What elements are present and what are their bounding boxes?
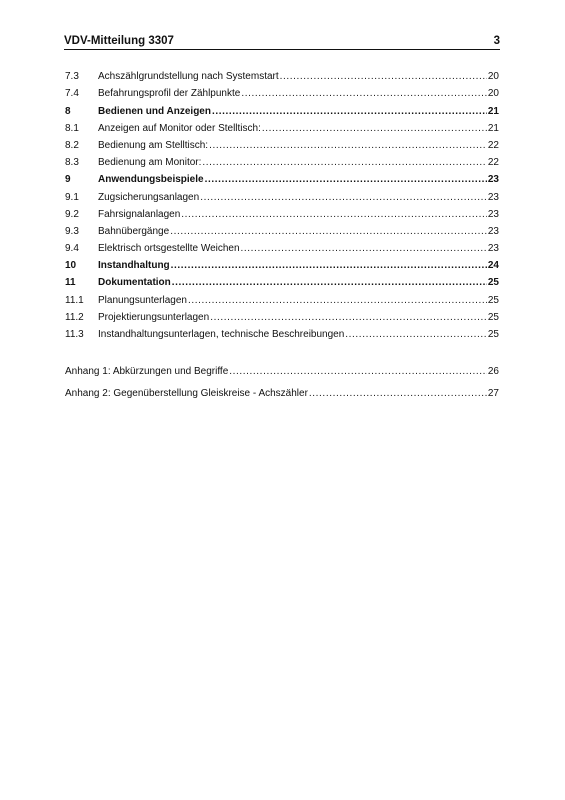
toc-entry[interactable] xyxy=(65,186,499,203)
toc-entry-number: 9.1 xyxy=(65,191,79,203)
dot-leader xyxy=(172,277,487,289)
toc-entry-label: Zugsicherungsanlagen xyxy=(98,191,200,203)
toc-entry-body xyxy=(98,243,499,255)
toc-entry-page: 20 xyxy=(487,71,499,83)
toc-entry-body xyxy=(98,123,499,135)
annex-entry-body xyxy=(65,388,499,400)
toc-entry-label: Fahrsignalanlagen xyxy=(98,208,181,220)
toc-entry-page: 23 xyxy=(487,208,499,220)
toc-entry-number: 8.1 xyxy=(65,122,79,134)
toc-entry[interactable] xyxy=(65,307,499,324)
toc-entry-number: 7.3 xyxy=(65,71,79,83)
toc-entry-number: 9 xyxy=(65,174,71,186)
toc-entry-page: 23 xyxy=(487,174,499,186)
toc-entry-number: 8 xyxy=(65,105,71,117)
toc-entry[interactable] xyxy=(65,238,499,255)
dot-leader xyxy=(205,174,487,186)
toc-entry-label: Elektrisch ortsgestellte Weichen xyxy=(98,243,240,255)
toc-entry-number: 7.4 xyxy=(65,88,79,100)
toc-entry-number: 8.2 xyxy=(65,139,79,151)
dot-leader xyxy=(262,123,487,135)
toc-entry-body xyxy=(98,157,499,169)
toc-entry-page: 23 xyxy=(487,191,499,203)
annex-entry-label: Anhang 1: Abkürzungen und Begriffe xyxy=(65,366,229,377)
toc-entry-body xyxy=(98,88,499,100)
toc-entry[interactable] xyxy=(65,289,499,306)
toc-entry-body xyxy=(98,226,499,238)
toc-entry-page: 23 xyxy=(487,243,499,255)
toc-entry[interactable] xyxy=(65,169,499,186)
dot-leader xyxy=(202,157,486,169)
toc-entry-page: 22 xyxy=(487,139,499,151)
toc-entry[interactable] xyxy=(65,272,499,289)
toc-entry-label: Dokumentation xyxy=(98,277,171,289)
toc-entry-number: 11.2 xyxy=(65,311,84,323)
toc-entry-body xyxy=(98,277,499,289)
toc-entry-label: Bahnübergänge xyxy=(98,225,170,237)
toc-entry-body xyxy=(98,295,499,307)
dot-leader xyxy=(188,295,487,307)
annex-entry[interactable] xyxy=(65,356,499,378)
toc-entry-page: 25 xyxy=(487,329,499,340)
toc-entry-body xyxy=(98,209,499,221)
toc-entry-number: 9.4 xyxy=(65,243,79,255)
toc-entry[interactable] xyxy=(65,255,499,272)
dot-leader xyxy=(309,388,487,400)
toc-entry-label: Achszählgrundstellung nach Systemstart xyxy=(98,71,279,83)
dot-leader xyxy=(280,71,487,83)
toc-entry[interactable] xyxy=(65,66,499,83)
toc-entry-label: Projektierungsunterlagen xyxy=(98,311,210,323)
annex-entry-body xyxy=(65,366,499,378)
dot-leader xyxy=(210,312,487,324)
toc-entry-page: 23 xyxy=(487,225,499,237)
dot-leader xyxy=(345,329,487,341)
dot-leader xyxy=(241,243,487,255)
toc-entry-body xyxy=(98,71,499,83)
toc-entry-label: Bedienung am Monitor: xyxy=(98,157,202,169)
toc-entry-label: Befahrungsprofil der Zählpunkte xyxy=(98,88,241,100)
toc-entry-page: 24 xyxy=(487,260,499,272)
annex-entry-page: 27 xyxy=(487,388,499,399)
dot-leader xyxy=(229,366,487,378)
toc-entry-number: 8.3 xyxy=(65,157,79,169)
toc-entry-body xyxy=(98,140,499,152)
toc-entry[interactable] xyxy=(65,135,499,152)
toc-entry-label: Anzeigen auf Monitor oder Stelltisch: xyxy=(98,122,261,134)
page-number: 3 xyxy=(493,35,500,47)
toc-entry-page: 20 xyxy=(487,88,499,100)
dot-leader xyxy=(212,106,487,118)
document-title: VDV-Mitteilung 3307 xyxy=(64,35,174,47)
toc-entry[interactable] xyxy=(65,152,499,169)
toc-entry-page: 25 xyxy=(487,277,499,289)
table-of-contents xyxy=(65,66,499,341)
toc-entry-body xyxy=(98,192,499,204)
annex-list xyxy=(65,356,499,400)
toc-entry[interactable] xyxy=(65,118,499,135)
dot-leader xyxy=(170,226,487,238)
toc-entry-label: Instandhaltung xyxy=(98,260,170,272)
toc-entry[interactable] xyxy=(65,221,499,238)
toc-entry-number: 11 xyxy=(65,277,76,289)
toc-entry-page: 25 xyxy=(487,294,499,306)
toc-entry[interactable] xyxy=(65,204,499,221)
toc-entry-body xyxy=(98,106,499,118)
toc-entry-page: 21 xyxy=(487,122,499,134)
toc-entry-number: 11.1 xyxy=(65,294,84,306)
annex-entry-label: Anhang 2: Gegenüberstellung Gleiskreise - Achszähler xyxy=(65,388,308,399)
toc-entry-body xyxy=(98,312,499,324)
toc-entry-body xyxy=(98,329,499,341)
toc-entry-label: Instandhaltungsunterlagen, technische Beschreibungen xyxy=(98,329,345,340)
toc-entry-body xyxy=(98,260,499,272)
toc-entry-body xyxy=(98,174,499,186)
toc-entry-label: Bedienung am Stelltisch: xyxy=(98,139,209,151)
toc-entry-number: 11.3 xyxy=(65,329,84,340)
toc-entry-number: 9.2 xyxy=(65,208,79,220)
toc-entry[interactable] xyxy=(65,324,499,341)
toc-entry[interactable] xyxy=(65,100,499,117)
toc-entry-label: Bedienen und Anzeigen xyxy=(98,105,211,117)
toc-entry-number: 10 xyxy=(65,260,77,272)
annex-entry-page: 26 xyxy=(487,366,499,377)
toc-entry-page: 25 xyxy=(487,311,499,323)
toc-entry-page: 22 xyxy=(487,157,499,169)
toc-entry-label: Anwendungsbeispiele xyxy=(98,174,204,186)
toc-entry-page: 21 xyxy=(487,105,499,117)
dot-leader xyxy=(241,88,487,100)
dot-leader xyxy=(200,192,487,204)
annex-entry[interactable] xyxy=(65,378,499,400)
dot-leader xyxy=(171,260,487,272)
toc-entry-label: Planungsunterlagen xyxy=(98,294,187,306)
dot-leader xyxy=(209,140,487,152)
dot-leader xyxy=(181,209,487,221)
page-header xyxy=(64,35,500,50)
toc-entry-number: 9.3 xyxy=(65,225,79,237)
toc-entry[interactable] xyxy=(65,83,499,100)
